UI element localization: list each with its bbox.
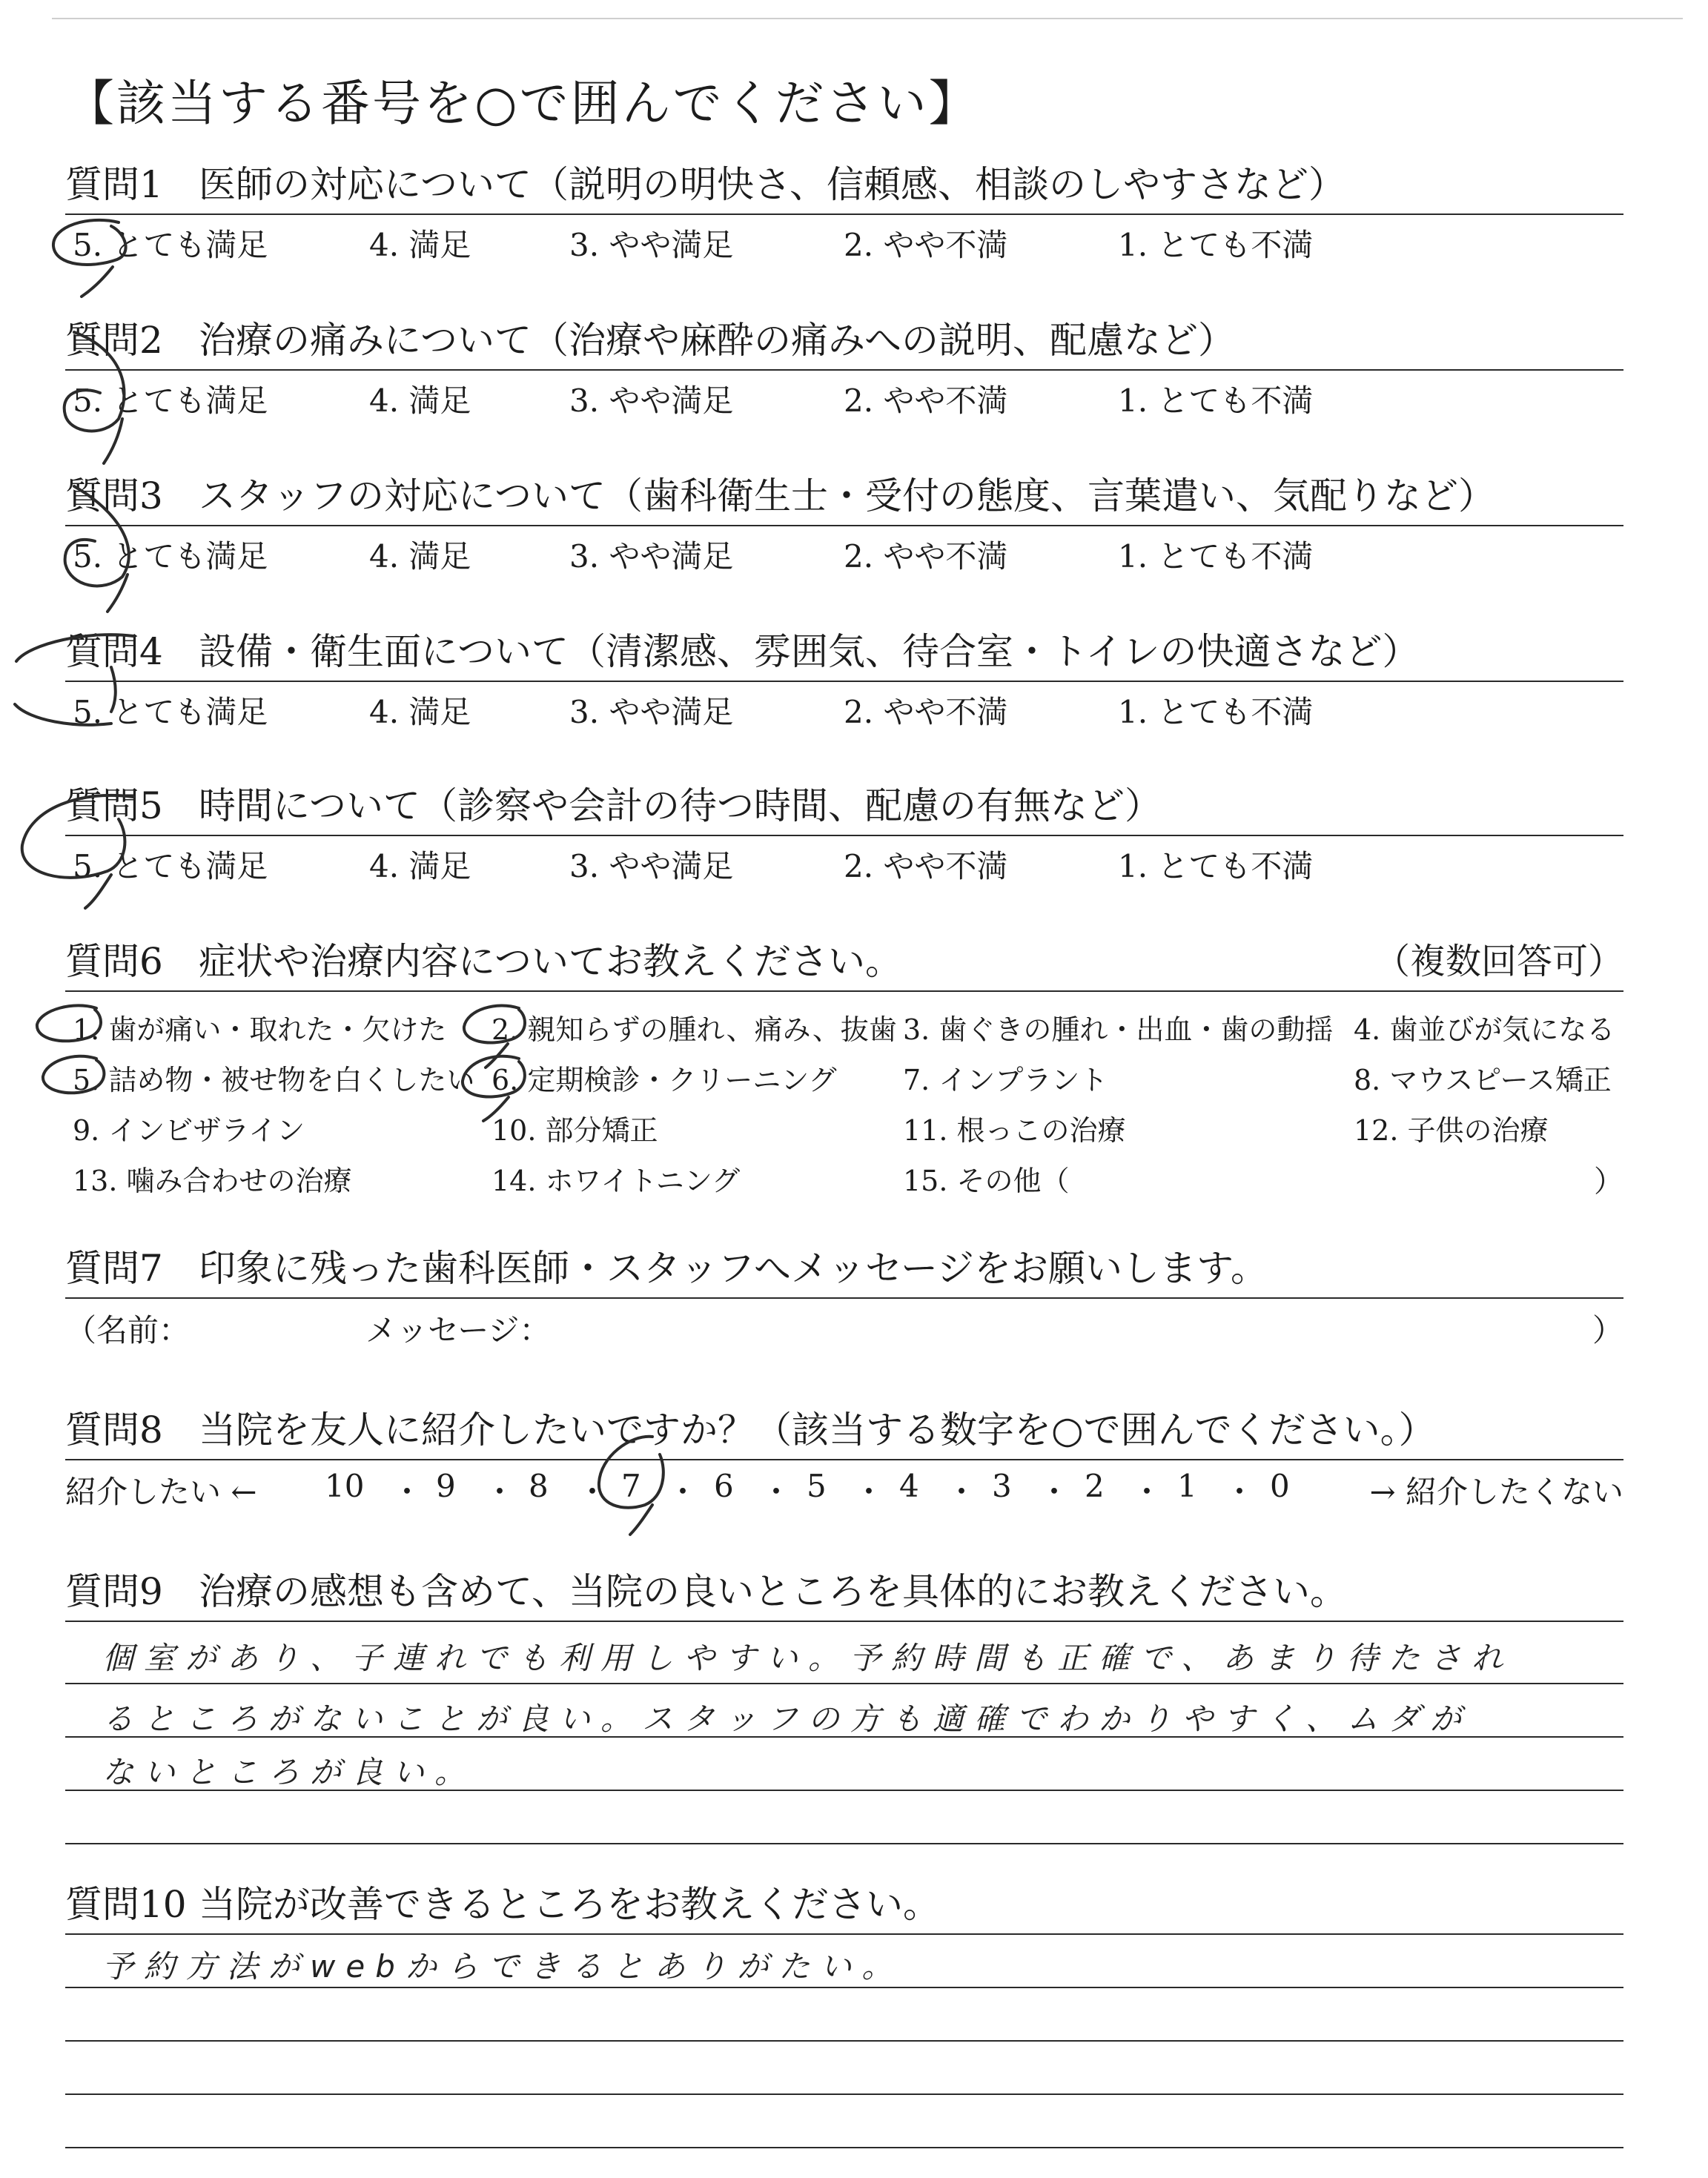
writing-line [65, 1933, 1623, 1935]
writing-line [65, 2093, 1623, 2095]
question-8-title: 質問8 当院を友人に紹介したいですか？（該当する数字を○で囲んでください。） [65, 1409, 1436, 1452]
q1-option-4[interactable]: 4. 満足 [369, 227, 471, 263]
q5-option-1[interactable]: 1. とても不満 [1118, 848, 1314, 884]
multiple-answers-note: （複数回答可） [1374, 941, 1623, 982]
q3-option-1[interactable]: 1. とても不満 [1118, 538, 1314, 575]
q2-option-3[interactable]: 3. やや満足 [569, 383, 734, 419]
scan-top-edge [52, 18, 1683, 19]
question-9 [65, 1563, 1623, 1895]
question-3-title: 質問3 スタッフの対応について（歯科衛生士・受付の態度、言葉遣い、気配りなど） [65, 474, 1495, 517]
q3-option-3[interactable]: 3. やや満足 [569, 538, 734, 575]
q8-separator: ・ [484, 1474, 516, 1510]
writing-line [65, 1683, 1623, 1684]
q6-option-13[interactable]: 13. 噛み合わせの治療 [73, 1165, 352, 1197]
q4-option-2[interactable]: 2. やや不満 [844, 694, 1008, 730]
q4-option-3[interactable]: 3. やや満足 [569, 694, 734, 730]
q8-number-10[interactable]: 10 [325, 1468, 365, 1504]
q6-option-15[interactable]: 15. その他（ [903, 1165, 1070, 1197]
q5-option-4[interactable]: 4. 満足 [369, 848, 471, 884]
q8-separator: ・ [667, 1474, 699, 1510]
q5-option-5[interactable]: 5. とても満足 [73, 848, 268, 884]
q6-option-6[interactable]: 6. 定期検診・クリーニング [491, 1064, 837, 1096]
question-10-title: 質問10 当院が改善できるところをお教えください。 [65, 1883, 940, 1926]
q8-separator: ・ [761, 1474, 792, 1510]
form-heading: 【該当する番号を○で囲んでください】 [65, 75, 980, 132]
q9-answer-area[interactable] [65, 1621, 1623, 1895]
q8-number-5[interactable]: 5 [807, 1468, 827, 1504]
question-4-title: 質問4 設備・衛生面について（清潔感、雰囲気、待合室・トイレの快適さなど） [65, 630, 1420, 673]
q10-answer-area[interactable] [65, 1933, 1623, 2178]
q8-separator: ・ [1224, 1474, 1256, 1510]
question-8 [65, 1401, 1623, 1512]
writing-line [65, 2040, 1623, 2042]
q8-separator: ・ [1039, 1474, 1070, 1510]
q8-separator: ・ [946, 1474, 978, 1510]
question-2-title: 質問2 治療の痛みについて（治療や麻酔の痛みへの説明、配慮など） [65, 319, 1235, 362]
q2-option-2[interactable]: 2. やや不満 [844, 383, 1008, 419]
question-2 [65, 311, 1623, 423]
q6-option-12[interactable]: 12. 子供の治療 [1354, 1114, 1549, 1147]
question-6 [65, 933, 1623, 1207]
writing-line [65, 1987, 1623, 1988]
question-9-title: 質問9 治療の感想も含めて、当院の良いところを具体的にお教えください。 [65, 1570, 1347, 1613]
question-1-title: 質問1 医師の対応について（説明の明快さ、信頼感、相談のしやすさなど） [65, 163, 1345, 206]
q6-other-close-paren: ） [1594, 1165, 1623, 1199]
q6-option-7[interactable]: 7. インプラント [903, 1064, 1108, 1096]
q8-number-8[interactable]: 8 [529, 1468, 549, 1504]
question-5-scale [65, 836, 1623, 888]
writing-line [65, 1621, 1623, 1622]
q6-option-3[interactable]: 3. 歯ぐきの腫れ・出血・歯の動揺 [903, 1013, 1334, 1046]
q8-separator: ・ [577, 1474, 609, 1510]
q6-option-14[interactable]: 14. ホワイトニング [491, 1165, 741, 1197]
q6-option-10[interactable]: 10. 部分矯正 [491, 1114, 658, 1147]
q8-number-6[interactable]: 6 [714, 1468, 734, 1504]
q8-recommend-scale [65, 1460, 1623, 1512]
question-7-title: 質問7 印象に残った歯科医師・スタッフへメッセージをお願いします。 [65, 1247, 1268, 1290]
q6-option-9[interactable]: 9. インビザライン [73, 1114, 305, 1147]
q2-option-4[interactable]: 4. 満足 [369, 383, 471, 419]
q8-number-9[interactable]: 9 [436, 1468, 456, 1504]
writing-line [65, 1843, 1623, 1844]
q8-number-0[interactable]: 0 [1270, 1468, 1290, 1504]
q6-option-2[interactable]: 2. 親知らずの腫れ、痛み、抜歯 [491, 1013, 897, 1046]
q7-message-label: メッセージ： [365, 1312, 551, 1348]
question-6-title: 質問6 症状や治療内容についてお教えください。 （複数回答可） [65, 933, 1623, 990]
q7-name-label: （名前： [65, 1312, 191, 1348]
question-4-scale [65, 682, 1623, 734]
q8-separator: ・ [1131, 1474, 1163, 1510]
q3-option-4[interactable]: 4. 満足 [369, 538, 471, 575]
question-2-scale [65, 371, 1623, 423]
q6-option-11[interactable]: 11. 根っこの治療 [903, 1114, 1126, 1147]
q8-left-label: 紹介したい ← [65, 1474, 257, 1510]
q4-option-5[interactable]: 5. とても満足 [73, 694, 268, 730]
q8-number-3[interactable]: 3 [992, 1468, 1012, 1504]
q5-option-2[interactable]: 2. やや不満 [844, 848, 1008, 884]
writing-line [65, 2147, 1623, 2148]
q9-handwritten-line-2: るところがないことが良い。スタッフの方も適確でわかりやすく、ムダが [102, 1701, 1472, 1737]
q1-option-2[interactable]: 2. やや不満 [844, 227, 1008, 263]
q3-option-2[interactable]: 2. やや不満 [844, 538, 1008, 575]
question-1-scale [65, 215, 1623, 267]
q6-option-8[interactable]: 8. マウスピース矯正 [1354, 1064, 1612, 1096]
q6-option-5[interactable]: 5. 詰め物・被せ物を白くしたい [73, 1064, 475, 1096]
q7-message-row [65, 1299, 1623, 1351]
question-3 [65, 467, 1623, 578]
question-4 [65, 623, 1623, 734]
q6-option-1[interactable]: 1. 歯が痛い・取れた・欠けた [73, 1013, 447, 1046]
q5-option-3[interactable]: 3. やや満足 [569, 848, 734, 884]
q1-option-1[interactable]: 1. とても不満 [1118, 227, 1314, 263]
question-1 [65, 156, 1623, 267]
q2-option-5[interactable]: 5. とても満足 [73, 383, 268, 419]
q2-option-1[interactable]: 1. とても不満 [1118, 383, 1314, 419]
q10-handwritten-line-1: 予約方法がwebからできるとありがたい。 [102, 1948, 904, 1985]
q3-option-5[interactable]: 5. とても満足 [73, 538, 268, 575]
question-7 [65, 1239, 1623, 1351]
q7-close-paren: ） [1592, 1312, 1623, 1348]
q8-separator: ・ [853, 1474, 885, 1510]
q1-option-5[interactable]: 5. とても満足 [73, 227, 268, 263]
q8-number-4[interactable]: 4 [899, 1468, 919, 1504]
q4-option-1[interactable]: 1. とても不満 [1118, 694, 1314, 730]
q8-number-2[interactable]: 2 [1085, 1468, 1105, 1504]
q8-separator: ・ [391, 1474, 423, 1510]
q1-option-3[interactable]: 3. やや満足 [569, 227, 734, 263]
question-10 [65, 1876, 1623, 2178]
q8-number-7[interactable]: 7 [621, 1468, 641, 1504]
q9-handwritten-line-1: 個室があり、子連れでも利用しやすい。予約時間も正確で、あまり待たされ [102, 1640, 1514, 1676]
question-3-scale [65, 526, 1623, 578]
q9-handwritten-line-3: ないところが良い。 [102, 1754, 477, 1790]
q8-number-1[interactable]: 1 [1177, 1468, 1197, 1504]
question-5-title: 質問5 時間について（診察や会計の待つ時間、配慮の有無など） [65, 784, 1162, 827]
q6-option-4[interactable]: 4. 歯並びが気になる [1354, 1013, 1615, 1046]
question-5 [65, 777, 1623, 888]
question-6-options [65, 992, 1623, 1207]
q8-right-label: → 紹介したくない [1369, 1474, 1623, 1510]
q4-option-4[interactable]: 4. 満足 [369, 694, 471, 730]
